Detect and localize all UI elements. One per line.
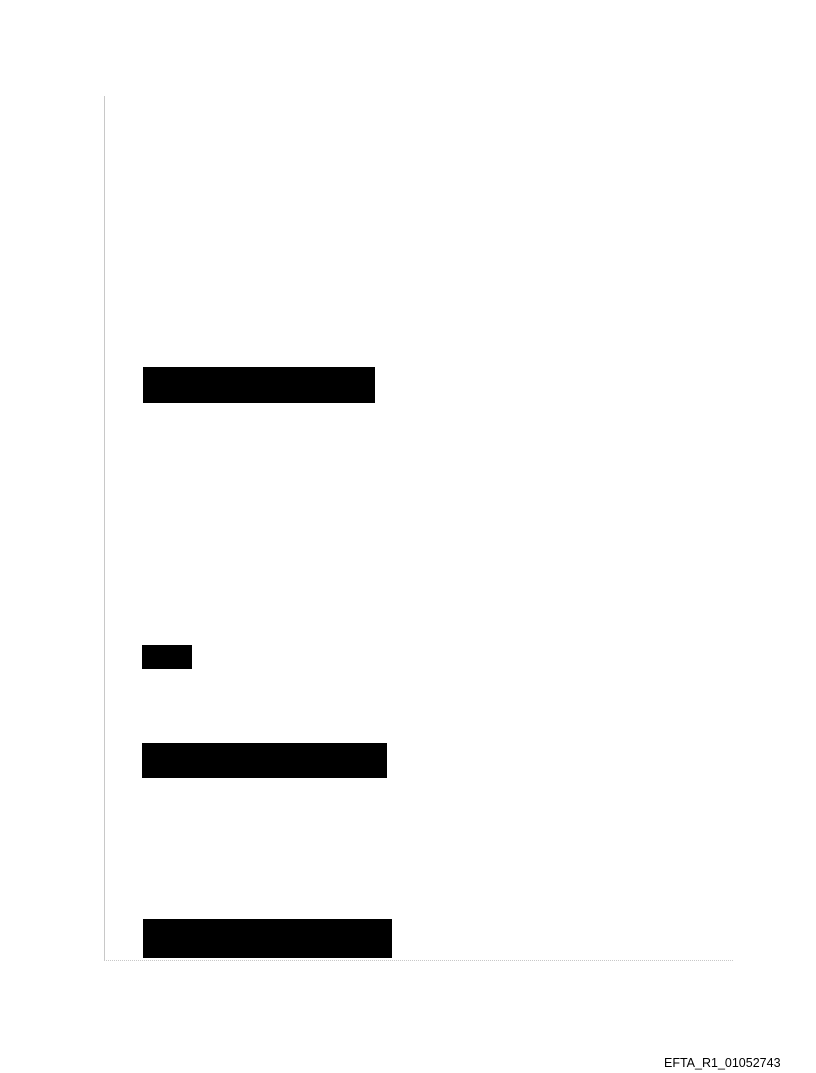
- redaction-block-3: [143, 919, 392, 958]
- redaction-block-2: [142, 743, 387, 778]
- redaction-block-name: [142, 645, 192, 669]
- redaction-block-1: [143, 367, 375, 403]
- document-id: EFTA_R1_01052743: [664, 1056, 781, 1070]
- email-thread-frame: [104, 96, 733, 961]
